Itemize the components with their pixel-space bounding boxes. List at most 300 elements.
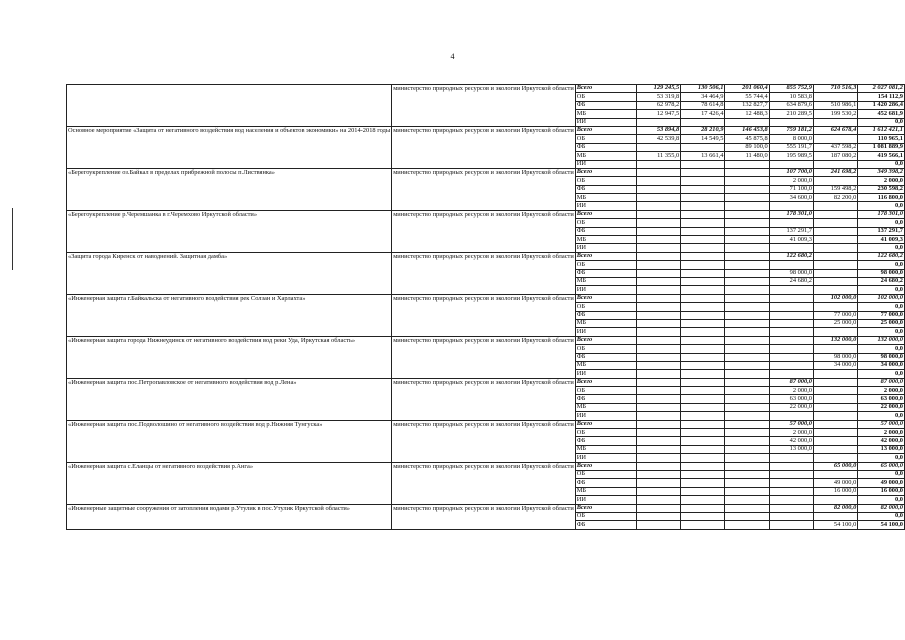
amount-cell <box>681 462 725 470</box>
funding-source: ФБ <box>575 311 636 319</box>
amount-cell <box>681 219 725 227</box>
amount-cell <box>725 160 769 168</box>
funding-source: ИИ <box>575 160 636 168</box>
amount-cell <box>636 277 680 285</box>
amount-cell <box>681 479 725 487</box>
amount-cell: 62 978,2 <box>636 101 680 109</box>
amount-total-cell: 132 000,0 <box>858 336 905 344</box>
amount-cell: 2 000,0 <box>769 177 813 185</box>
amount-cell <box>636 185 680 193</box>
amount-cell: 77 000,0 <box>814 311 858 319</box>
amount-cell <box>725 311 769 319</box>
amount-cell: 2 000,0 <box>769 429 813 437</box>
amount-cell <box>681 512 725 520</box>
amount-cell <box>725 454 769 462</box>
funding-source: МБ <box>575 277 636 285</box>
amount-cell <box>725 487 769 495</box>
amount-cell <box>636 395 680 403</box>
amount-total-cell: 0,0 <box>858 370 905 378</box>
amount-cell <box>725 277 769 285</box>
amount-cell <box>769 487 813 495</box>
amount-cell <box>814 219 858 227</box>
amount-total-cell: 122 680,2 <box>858 252 905 260</box>
amount-cell: 82 000,0 <box>814 504 858 512</box>
amount-cell <box>681 252 725 260</box>
amount-cell <box>636 496 680 504</box>
amount-cell <box>814 286 858 294</box>
amount-cell: 65 000,0 <box>814 462 858 470</box>
amount-cell <box>725 210 769 218</box>
amount-cell <box>769 470 813 478</box>
amount-cell <box>769 294 813 302</box>
amount-cell <box>725 319 769 327</box>
amount-cell <box>725 504 769 512</box>
amount-cell <box>814 345 858 353</box>
amount-cell <box>636 143 680 151</box>
amount-cell <box>636 227 680 235</box>
amount-cell <box>814 202 858 210</box>
amount-cell: 17 426,4 <box>681 110 725 118</box>
amount-cell <box>636 454 680 462</box>
amount-cell <box>769 202 813 210</box>
amount-cell <box>681 261 725 269</box>
amount-cell <box>636 210 680 218</box>
funding-source: ИИ <box>575 412 636 420</box>
amount-cell <box>681 194 725 202</box>
amount-cell <box>636 303 680 311</box>
amount-total-cell: 137 291,7 <box>858 227 905 235</box>
amount-cell: 137 291,7 <box>769 227 813 235</box>
amount-cell <box>814 135 858 143</box>
amount-cell <box>636 219 680 227</box>
funding-source: ФБ <box>575 269 636 277</box>
amount-cell <box>681 370 725 378</box>
amount-cell <box>636 244 680 252</box>
amount-total-cell: 0,0 <box>858 261 905 269</box>
amount-cell <box>636 236 680 244</box>
amount-total-cell: 0,0 <box>858 118 905 126</box>
amount-cell: 855 752,9 <box>769 85 813 93</box>
amount-cell <box>814 160 858 168</box>
funding-source: МБ <box>575 152 636 160</box>
amount-cell <box>681 244 725 252</box>
amount-cell <box>681 353 725 361</box>
amount-total-cell: 1 420 286,4 <box>858 101 905 109</box>
amount-cell: 49 000,0 <box>814 479 858 487</box>
funding-source: ФБ <box>575 101 636 109</box>
amount-cell <box>725 168 769 176</box>
funding-source: Всего <box>575 336 636 344</box>
amount-cell <box>725 437 769 445</box>
amount-cell <box>636 387 680 395</box>
amount-cell <box>769 496 813 504</box>
amount-cell <box>725 429 769 437</box>
amount-total-cell: 0,0 <box>858 512 905 520</box>
amount-cell <box>769 319 813 327</box>
amount-cell <box>769 244 813 252</box>
amount-cell: 98 000,0 <box>769 269 813 277</box>
amount-cell <box>814 387 858 395</box>
amount-cell <box>769 353 813 361</box>
amount-cell <box>725 202 769 210</box>
amount-cell <box>636 361 680 369</box>
amount-cell <box>725 294 769 302</box>
amount-cell: 87 000,0 <box>769 378 813 386</box>
amount-total-cell: 0,0 <box>858 219 905 227</box>
table-row <box>67 378 905 386</box>
table-row <box>67 252 905 260</box>
amount-cell <box>769 328 813 336</box>
amount-cell <box>814 437 858 445</box>
amount-cell <box>725 219 769 227</box>
amount-cell <box>769 160 813 168</box>
funding-source: ОБ <box>575 345 636 353</box>
amount-total-cell: 22 000,0 <box>858 403 905 411</box>
responsible-executor: министерство природных ресурсов и экологии Иркутской области <box>392 126 576 168</box>
amount-cell <box>814 303 858 311</box>
amount-cell <box>636 353 680 361</box>
amount-cell: 28 210,9 <box>681 126 725 134</box>
amount-cell <box>814 496 858 504</box>
table-row <box>67 210 905 218</box>
amount-cell <box>725 496 769 504</box>
amount-cell <box>681 454 725 462</box>
amount-cell <box>769 261 813 269</box>
amount-cell <box>681 496 725 504</box>
amount-cell <box>769 286 813 294</box>
amount-total-cell: 452 681,9 <box>858 110 905 118</box>
amount-cell <box>725 521 769 529</box>
table-row <box>67 294 905 302</box>
amount-cell <box>725 412 769 420</box>
amount-cell <box>769 512 813 520</box>
amount-cell <box>636 378 680 386</box>
amount-cell: 132 827,7 <box>725 101 769 109</box>
amount-cell <box>636 370 680 378</box>
activity-name: «Инженерная защита с.Еланцы от негативного воздействия р.Анга» <box>67 462 392 504</box>
amount-cell <box>681 504 725 512</box>
amount-cell <box>769 479 813 487</box>
amount-cell <box>636 177 680 185</box>
funding-source: ОБ <box>575 177 636 185</box>
amount-cell <box>814 403 858 411</box>
amount-cell: 34 464,9 <box>681 93 725 101</box>
amount-cell: 71 100,0 <box>769 185 813 193</box>
amount-cell: 146 453,8 <box>725 126 769 134</box>
funding-source: ФБ <box>575 143 636 151</box>
amount-cell <box>769 412 813 420</box>
amount-cell: 13 000,0 <box>769 445 813 453</box>
amount-total-cell: 0,0 <box>858 286 905 294</box>
amount-cell <box>636 194 680 202</box>
amount-cell <box>681 403 725 411</box>
amount-cell <box>636 168 680 176</box>
amount-cell <box>769 504 813 512</box>
amount-cell <box>636 403 680 411</box>
funding-source: ОБ <box>575 219 636 227</box>
amount-cell <box>636 521 680 529</box>
amount-cell <box>681 319 725 327</box>
activity-name <box>67 85 392 127</box>
amount-cell <box>725 303 769 311</box>
amount-cell <box>814 269 858 277</box>
amount-cell <box>769 336 813 344</box>
amount-cell <box>681 395 725 403</box>
funding-source: ИИ <box>575 328 636 336</box>
amount-total-cell: 102 000,0 <box>858 294 905 302</box>
amount-cell <box>814 454 858 462</box>
budget-table <box>66 84 905 530</box>
responsible-executor: министерство природных ресурсов и экологии Иркутской области <box>392 252 576 294</box>
amount-cell <box>725 269 769 277</box>
amount-total-cell: 0,0 <box>858 496 905 504</box>
budget-table-body <box>67 85 905 530</box>
funding-source: Всего <box>575 420 636 428</box>
amount-cell: 130 506,1 <box>681 85 725 93</box>
amount-total-cell: 0,0 <box>858 345 905 353</box>
amount-cell <box>636 429 680 437</box>
amount-cell <box>636 118 680 126</box>
amount-cell <box>681 336 725 344</box>
amount-cell <box>681 521 725 529</box>
funding-source: ОБ <box>575 470 636 478</box>
amount-total-cell: 65 000,0 <box>858 462 905 470</box>
amount-cell: 759 181,2 <box>769 126 813 134</box>
funding-source: ОБ <box>575 387 636 395</box>
amount-cell <box>681 412 725 420</box>
funding-source: Всего <box>575 168 636 176</box>
amount-cell <box>636 311 680 319</box>
amount-cell <box>814 470 858 478</box>
funding-source: ОБ <box>575 512 636 520</box>
amount-cell: 178 301,0 <box>769 210 813 218</box>
amount-cell: 98 000,0 <box>814 353 858 361</box>
funding-source: Всего <box>575 85 636 93</box>
table-row <box>67 420 905 428</box>
amount-cell: 45 875,8 <box>725 135 769 143</box>
amount-cell <box>636 487 680 495</box>
funding-source: Всего <box>575 378 636 386</box>
amount-cell <box>725 227 769 235</box>
amount-cell: 122 680,2 <box>769 252 813 260</box>
amount-cell <box>725 462 769 470</box>
activity-name: «Инженерная защита пос.Петропавловское от негативного воздействия вод р.Лена» <box>67 378 392 420</box>
amount-cell <box>814 210 858 218</box>
amount-cell: 41 009,3 <box>769 236 813 244</box>
amount-total-cell: 230 598,2 <box>858 185 905 193</box>
amount-cell <box>769 370 813 378</box>
amount-cell <box>814 420 858 428</box>
funding-source: ОБ <box>575 303 636 311</box>
funding-source: ФБ <box>575 479 636 487</box>
amount-total-cell: 98 000,0 <box>858 269 905 277</box>
amount-cell <box>725 345 769 353</box>
amount-cell: 102 000,0 <box>814 294 858 302</box>
amount-cell <box>814 512 858 520</box>
amount-cell <box>636 286 680 294</box>
amount-cell <box>636 462 680 470</box>
amount-cell <box>636 479 680 487</box>
amount-cell: 24 680,2 <box>769 277 813 285</box>
amount-total-cell: 41 009,3 <box>858 236 905 244</box>
amount-cell <box>725 244 769 252</box>
amount-cell <box>725 328 769 336</box>
amount-cell <box>725 286 769 294</box>
amount-total-cell: 49 000,0 <box>858 479 905 487</box>
amount-cell <box>681 118 725 126</box>
amount-cell: 129 245,5 <box>636 85 680 93</box>
amount-cell <box>814 236 858 244</box>
amount-cell <box>725 118 769 126</box>
amount-cell <box>769 311 813 319</box>
amount-cell <box>636 512 680 520</box>
amount-cell <box>636 420 680 428</box>
amount-cell <box>681 328 725 336</box>
amount-total-cell: 54 100,0 <box>858 521 905 529</box>
amount-cell <box>769 219 813 227</box>
amount-cell: 16 000,0 <box>814 487 858 495</box>
amount-cell <box>636 294 680 302</box>
amount-cell <box>725 252 769 260</box>
amount-total-cell: 0,0 <box>858 202 905 210</box>
amount-total-cell: 24 680,2 <box>858 277 905 285</box>
page-number: 4 <box>450 52 455 61</box>
amount-total-cell: 178 301,0 <box>858 210 905 218</box>
amount-cell <box>725 512 769 520</box>
amount-cell <box>769 454 813 462</box>
responsible-executor: министерство природных ресурсов и экологии Иркутской области <box>392 420 576 462</box>
amount-cell: 25 000,0 <box>814 319 858 327</box>
amount-total-cell: 1 081 889,9 <box>858 143 905 151</box>
amount-total-cell: 2 000,0 <box>858 429 905 437</box>
amount-cell <box>681 470 725 478</box>
amount-total-cell: 116 800,0 <box>858 194 905 202</box>
amount-total-cell: 63 000,0 <box>858 395 905 403</box>
funding-source: ИИ <box>575 286 636 294</box>
activity-name: Основное мероприятие «Защита от негативного воздействия вод населения и объектов экономики» на 2014-2018 годы <box>67 126 392 168</box>
amount-cell <box>769 345 813 353</box>
amount-cell <box>681 445 725 453</box>
amount-cell: 210 289,5 <box>769 110 813 118</box>
amount-total-cell: 16 000,0 <box>858 487 905 495</box>
amount-cell <box>681 429 725 437</box>
amount-cell: 11 480,0 <box>725 152 769 160</box>
responsible-executor: министерство природных ресурсов и экологии Иркутской области <box>392 85 576 127</box>
funding-source: Всего <box>575 252 636 260</box>
amount-cell <box>725 194 769 202</box>
funding-source: ФБ <box>575 395 636 403</box>
amount-cell: 195 989,5 <box>769 152 813 160</box>
amount-total-cell: 110 965,1 <box>858 135 905 143</box>
responsible-executor: министерство природных ресурсов и экологии Иркутской области <box>392 294 576 336</box>
amount-cell <box>636 160 680 168</box>
amount-total-cell: 34 000,0 <box>858 361 905 369</box>
amount-cell <box>769 303 813 311</box>
amount-cell <box>636 470 680 478</box>
responsible-executor: министерство природных ресурсов и экологии Иркутской области <box>392 336 576 378</box>
amount-cell <box>769 462 813 470</box>
table-row <box>67 462 905 470</box>
amount-cell: 34 600,0 <box>769 194 813 202</box>
amount-cell <box>769 521 813 529</box>
amount-cell <box>681 202 725 210</box>
amount-cell <box>814 118 858 126</box>
amount-cell: 22 000,0 <box>769 403 813 411</box>
amount-cell <box>725 378 769 386</box>
amount-cell <box>725 387 769 395</box>
amount-total-cell: 57 000,0 <box>858 420 905 428</box>
amount-total-cell: 0,0 <box>858 160 905 168</box>
amount-cell <box>636 445 680 453</box>
activity-name: «Инженерная защита г.Байкальска от негативного воздействия рек Солзан и Харлахта» <box>67 294 392 336</box>
funding-source: МБ <box>575 194 636 202</box>
amount-cell <box>814 395 858 403</box>
amount-cell: 241 698,2 <box>814 168 858 176</box>
amount-cell <box>725 395 769 403</box>
funding-source: ОБ <box>575 429 636 437</box>
amount-cell <box>681 303 725 311</box>
amount-cell <box>636 336 680 344</box>
amount-cell <box>814 412 858 420</box>
amount-cell <box>769 361 813 369</box>
amount-total-cell: 349 398,2 <box>858 168 905 176</box>
funding-source: МБ <box>575 361 636 369</box>
amount-cell: 14 549,5 <box>681 135 725 143</box>
amount-cell <box>814 370 858 378</box>
funding-source: ИИ <box>575 496 636 504</box>
amount-cell: 11 355,0 <box>636 152 680 160</box>
amount-cell <box>681 345 725 353</box>
funding-source: МБ <box>575 236 636 244</box>
amount-cell <box>636 269 680 277</box>
amount-cell: 54 100,0 <box>814 521 858 529</box>
table-row <box>67 336 905 344</box>
amount-cell <box>681 210 725 218</box>
amount-cell <box>725 261 769 269</box>
funding-source: Всего <box>575 294 636 302</box>
amount-cell <box>681 311 725 319</box>
amount-cell: 53 319,8 <box>636 93 680 101</box>
amount-cell <box>725 370 769 378</box>
amount-cell: 34 000,0 <box>814 361 858 369</box>
amount-cell: 57 000,0 <box>769 420 813 428</box>
funding-source: ОБ <box>575 93 636 101</box>
table-row <box>67 85 905 93</box>
amount-cell: 710 516,3 <box>814 85 858 93</box>
amount-cell <box>814 445 858 453</box>
amount-total-cell: 0,0 <box>858 454 905 462</box>
amount-cell <box>681 185 725 193</box>
amount-cell <box>681 378 725 386</box>
activity-name: «Берегоукрепление оз.Байкал в пределах прибрежной полосы п.Листвянка» <box>67 168 392 210</box>
funding-source: Всего <box>575 210 636 218</box>
amount-cell <box>681 437 725 445</box>
amount-cell: 89 100,0 <box>725 143 769 151</box>
amount-cell <box>814 328 858 336</box>
amount-total-cell: 2 027 081,2 <box>858 85 905 93</box>
funding-source: МБ <box>575 445 636 453</box>
amount-cell: 634 879,6 <box>769 101 813 109</box>
table-row <box>67 168 905 176</box>
amount-cell <box>814 261 858 269</box>
amount-total-cell: 98 000,0 <box>858 353 905 361</box>
amount-cell <box>636 328 680 336</box>
amount-cell <box>681 143 725 151</box>
amount-total-cell: 13 000,0 <box>858 445 905 453</box>
funding-source: ФБ <box>575 437 636 445</box>
amount-cell: 12 947,5 <box>636 110 680 118</box>
amount-total-cell: 2 000,0 <box>858 177 905 185</box>
